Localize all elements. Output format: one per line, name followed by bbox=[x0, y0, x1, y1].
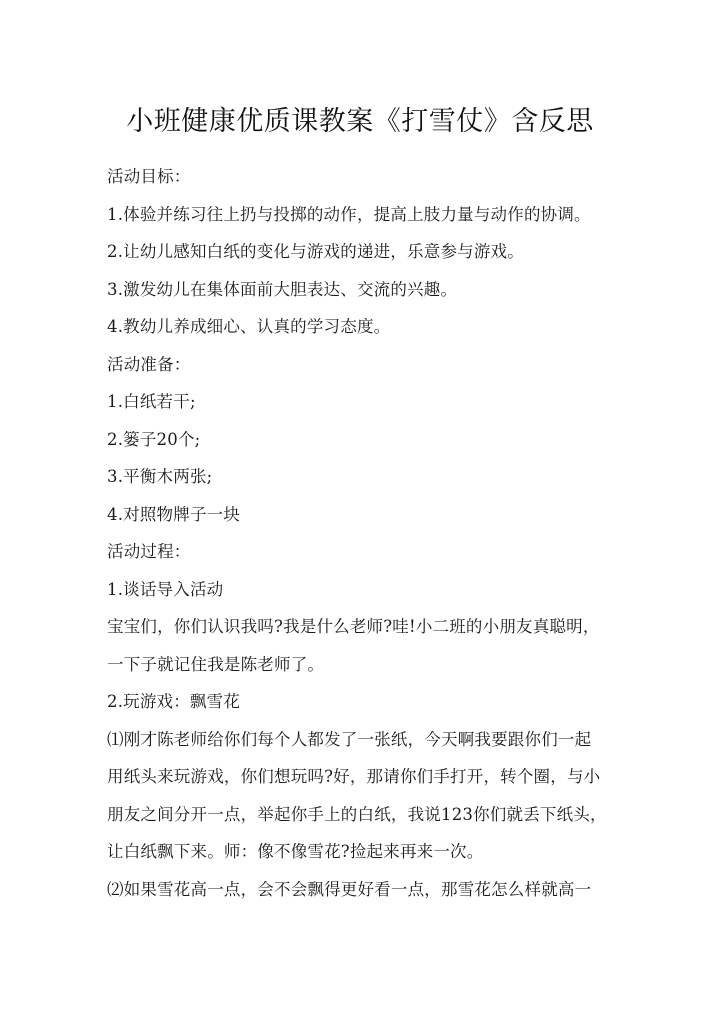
paragraph-line: 3.激发幼儿在集体面前大胆表达、交流的兴趣。 bbox=[107, 279, 458, 299]
document-title: 小班健康优质课教案《打雪仗》含反思 bbox=[126, 106, 594, 137]
paragraph-line: 用纸头来玩游戏，你们想玩吗?好，那请你们手打开，转个圈，与小 bbox=[107, 767, 601, 786]
paragraph-line: 1.谈话导入活动 bbox=[107, 579, 224, 599]
paragraph-line: 2.篓子20个; bbox=[107, 429, 201, 449]
paragraph-line: 2.玩游戏：飘雪花 bbox=[107, 692, 241, 711]
section-heading-preparation: 活动准备： bbox=[107, 354, 191, 374]
paragraph-line: 1.白纸若干; bbox=[107, 392, 196, 411]
paragraph-line: 4.教幼儿养成细心、认真的学习态度。 bbox=[107, 317, 391, 336]
paragraph-line: ⑵如果雪花高一点，会不会飘得更好看一点，那雪花怎么样就高一 bbox=[107, 879, 592, 899]
paragraph-line: 一下子就记住我是陈老师了。 bbox=[107, 654, 325, 674]
paragraph-line: 2.让幼儿感知白纸的变化与游戏的递进，乐意参与游戏。 bbox=[107, 242, 524, 261]
section-heading-goals: 活动目标： bbox=[107, 167, 191, 186]
paragraph-line: 让白纸飘下来。师：像不像雪花?捡起来再来一次。 bbox=[107, 842, 484, 861]
paragraph-line: 1.体验并练习往上扔与投掷的动作，提高上肢力量与动作的协调。 bbox=[107, 204, 591, 224]
paragraph-line: 宝宝们，你们认识我吗?我是什么老师?哇!小二班的小朋友真聪明， bbox=[107, 617, 600, 636]
paragraph-line: ⑴刚才陈老师给你们每个人都发了一张纸，今天啊我要跟你们一起 bbox=[107, 729, 592, 749]
section-heading-process: 活动过程： bbox=[107, 542, 191, 561]
document-body bbox=[107, 158, 617, 908]
paragraph-line: 朋友之间分开一点，举起你手上的白纸，我说123你们就丢下纸头， bbox=[107, 804, 607, 824]
paragraph-line: 3.平衡木两张; bbox=[107, 467, 213, 486]
paragraph-line: 4.对照物牌子一块 bbox=[107, 504, 241, 524]
